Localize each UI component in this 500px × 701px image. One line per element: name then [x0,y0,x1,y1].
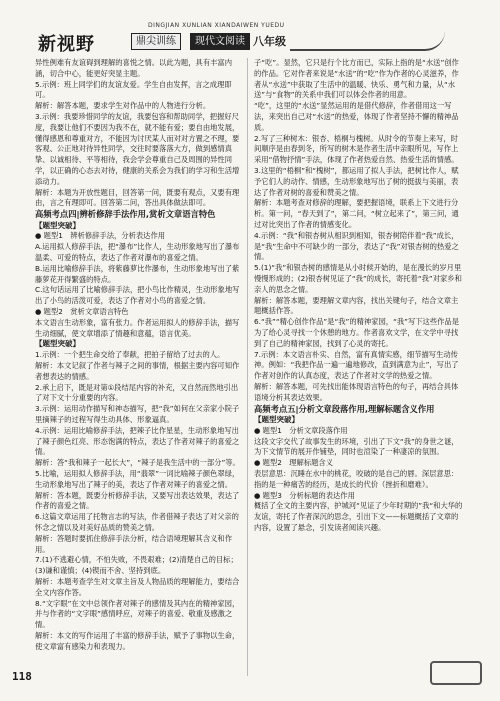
text-paragraph: 解析：本题考查对修辞的理解，要把握语境，联系上下文进行分析。第一问，“春天到了”，第二问，“树立起来了”，第三问，通过对比突出了作者的情感变化。 [254,198,459,229]
page-header [0,0,500,55]
text-paragraph: 解析：解答本题，可先找出能体现语言特色的句子，再结合具体语境分析其表达效果。 [254,381,459,402]
text-paragraph: C.这句话运用了比喻修辞手法，把小鸟比作精灵，生动形象地写出了小鸟的活泼可爱，表达了作者对小鸟的喜爱之情。 [35,285,240,306]
text-paragraph: 表层意思：沉睡在水中的桃花，咬破的是自己的唇。深层意思：指的是一种痛苦的经历，是成长的代价（挫折和磨难）。 [254,468,459,489]
section-heading: 高频考点五|分析文章段落作用,理解标题含义作用 [254,403,435,414]
series-tag: 鼎尖训练 [131,33,181,50]
text-paragraph: ● 题型3 分析标题的表达作用 [254,490,355,500]
column-divider [247,58,248,676]
text-paragraph: “吃”，这里的“水送”显然运用的是借代修辞，作者借用这一写法，来突出自己对“水送”的热爱，体现了作者坚持不懈的精神品质。 [254,101,459,132]
text-paragraph: 解析：答“我和辣子一起长大”，“辣子是我生活中的一部分”等。 [35,458,240,468]
text-paragraph: 解析：答题时要抓住修辞手法分析，结合语境理解其含义和作用。 [35,533,233,554]
series-pinyin: DINGJIAN XUNLIAN XIANDAIWEN YUEDU [148,22,285,29]
text-paragraph: 3.示例：运用动作描写和神态描写，把“我”如何在父亲家小院子里摘辣子的过程写得生动具体、形象逼真。 [35,404,240,424]
page-number: 118 [12,670,32,683]
text-paragraph: 6.这篇文章运用了托物言志的写法，作者借辣子表达了对父亲的怀念之情以及对美好品质的赞美之情。 [35,512,239,532]
subject-tag: 现代文阅读 [190,33,250,50]
text-paragraph: 子“吃”。显然，它只是行个比方而已，实际上指的是“水送”创作的作品。它对作者来说是“水送”的“吃”作为作者的心灵滋养，作者从“水送”中获取了生活中的温暖、快乐、勇气和力量，从“水送”与“食物”的关系中我们可以体会作者的用意。 [254,58,459,100]
text-paragraph: ● 题型2 赏析文章语言特色 [35,307,129,317]
text-paragraph: 8.“文字眼”在文中总领作者对辣子的感情及其内在的精神家园，并与作者的“文字眼”感情呼应，对辣子的喜爱、敬重及感激之情。 [35,598,240,630]
watermark-logo [412,661,492,697]
text-paragraph: 3.示例：我要珍惜同学的友谊，我要包容和帮助同学，把握好尺度，我要让他们不要因为我不在，就不能有爱；要自由地发展，懂得感恩和尊重对方，不能因为讨厌某人而对对方置之不理，要客观、公正地对待异性同学，交往时要落落大方，做到感情真挚、以诚相待、平等相待，我会学会尊重自己及周围的异性同学，以正确的心态去对待，健康的关系会为我们的学习和生活增添动力。 [35,111,240,186]
text-paragraph: 2.写了三种树木：银杏、梧桐与槐树。从时令的节奏上来写，时间顺序是由春到冬，所写的树木是作者生活中亲眼所见，写作上采用“借物抒情”手法，体现了作者热爱自然、热爱生活的情感。 [254,133,459,165]
text-paragraph: 解析：本文的写作运用了丰富的修辞手法，赋予了事物以生命，使文章富有感染力和表现力。 [35,630,240,651]
text-paragraph: 解析：本题考查学生对文章主旨及人物品质的理解能力，要结合全文内容作答。 [35,576,240,597]
text-paragraph: 解析：本文记叙了作者与辣子之间的事情，根据主要内容可知作者想表达的情感。 [35,361,240,381]
section-heading: 高频考点四|辨析修辞手法作用,赏析文章语言特色 [35,209,216,220]
text-paragraph: 概括了全文的主要内容，护城河“见证了少年时期的”我“和大华的友谊，寄托了作者深沉的思念，引出下文——标题概括了文章的内容，设置了悬念，引发读者阅读兴趣。 [254,501,463,532]
left-column [35,58,243,668]
grade-label: 八年级 [253,35,286,48]
text-paragraph: 异性例难有友谊碍到理解的喜悦之情。以此为题，具有丰富内涵，切合中心，能更好突显主题。 [35,58,233,78]
subsection-heading: 【题型突破】 [254,415,299,424]
text-paragraph: 4.示例：运用比喻修辞手法，把辣子比作星星，生动形象地写出了辣子颜色红亮、形态饱满的特点，表达了作者对辣子的喜爱之情。 [35,425,240,457]
text-paragraph: 本文语言生动形象，富有张力。作者运用拟人的修辞手法，描写生动细腻，使文章增添了情趣和意蕴，语言优美。 [35,317,240,338]
text-paragraph: ● 题型1 分析文章段落作用 [254,425,348,435]
text-paragraph: 7.示例：本文语言朴实、自然，富有真情实感，细节描写生动传神。例如：“我把作品一遍一遍地修改，直到满意为止”，写出了作者对创作的认真态度，表达了作者对文学的热爱之情。 [254,349,459,381]
text-paragraph: B.运用比喻修辞手法，将紫藤萝比作瀑布，生动形象地写出了紫藤萝花开得繁盛的特点。 [35,263,240,284]
subsection-heading: 【题型突破】 [35,339,80,349]
text-paragraph: 5.示例：班上同学们的友谊友爱。学生自由发挥，言之成理即可。 [35,79,232,100]
series-logo: 新视野 [38,34,95,55]
text-paragraph: 5.(1)“我”和银杏树的感情是从小时候开始的，是在漫长的岁月里慢慢形成的；(2)银杏树见证了“我”的成长，寄托着“我”对家乡和亲人的思念之情。 [254,263,462,294]
text-paragraph: 这段文字交代了故事发生的环境，引出了下文“我”的身世之谜，为下文情节的展开作铺垫，同时也渲染了一种凄凉的氛围。 [254,436,459,457]
decorative-swoosh [290,31,445,51]
text-paragraph: 6.“我”“精心创作作品”是“我”的精神家园，“我”写下这些作品是为了给心灵寻找一个休憩的地方。作者喜欢文学，在文学中寻找到了自己的精神家园，找到了心灵的寄托。 [254,317,460,348]
text-paragraph: 2.承上启下，既是对第①段结尾内容的补充，又自然而然地引出了对下文十分重要的内容。 [35,382,239,403]
text-paragraph: 3.这里的“梧桐”和“槐树”，都运用了拟人手法，把树比作人，赋予它们人的动作、情感，生动形象地写出了树的挺拔与美丽，表达了作者对树的喜爱和赞美之情。 [254,165,459,197]
text-paragraph: 4.示例：“我”和银杏树从相识到相知，银杏树陪伴着“我”成长，是“我”生命中不可缺少的一部分，表达了“我”对银杏树的热爱之情。 [254,230,459,262]
text-paragraph: ● 题型2 理解标题含义 [254,458,334,468]
watermark-badge [430,661,482,685]
subsection-heading: 【题型突破】 [35,220,80,230]
right-column [254,58,464,676]
text-paragraph: 解析：本题为开放性题目，回答第一问，既要有观点，又要有理由，言之有理即可。回答第二问，答出具体做法即可。 [35,187,240,208]
text-paragraph: ● 题型1 辨析修辞手法，分析表达作用 [35,231,166,241]
text-paragraph: 5.比喻，运用拟人修辞手法，用“翡翠”一词比喻辣子颜色翠绿，生动形象地写出了辣子的美，表达了作者对辣子的喜爱之情。 [35,468,240,489]
text-paragraph: 解析：答本题，既要分析修辞手法，又要写出表达效果，表达了作者的喜爱之情。 [35,490,240,511]
text-paragraph: 1.示例：一个把生命交给了奉献，把拍子留给了过去的人。 [35,350,225,360]
text-paragraph: 解析：解答本题，要理解文章内容，找出关键句子，结合文章主题概括作答。 [254,295,459,316]
text-paragraph: 7.(1)不逃避心情，不怕失败，不畏艰难；(2)清楚自己的目标；(3)谦和谨慎；(4)锲而不舍、坚持到底。 [35,555,238,576]
text-paragraph: 解析：解答本题，要求学生对作品中的人物进行分析。 [35,101,211,111]
text-paragraph: A.运用拟人修辞手法，把“瀑布”比作人，生动形象地写出了瀑布温柔、可爱的特点，表达了作者对瀑布的喜爱之情。 [35,242,240,263]
